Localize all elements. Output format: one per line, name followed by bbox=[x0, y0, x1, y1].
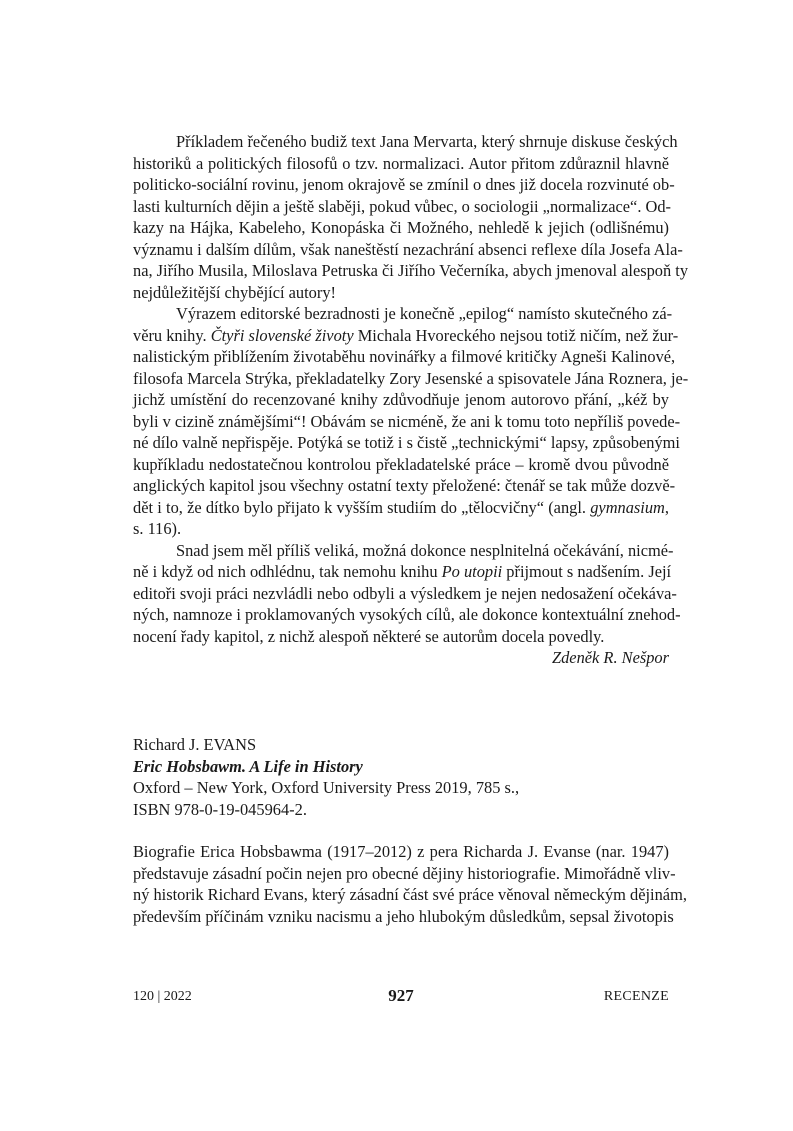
text-run: , bbox=[664, 497, 669, 517]
text-line: politicko-sociální rovinu, jenom okrajově se zmínil o dnes již docela rozvinuté ob- bbox=[133, 175, 675, 194]
text-line: především příčinám vzniku nacismu a jeho hlubokým důsledkům, sepsal životopis bbox=[133, 906, 674, 926]
text-line: jichž umístění do recenzované knihy zdůvodňuje jenom autorovo přání, „kéž by bbox=[133, 390, 669, 409]
book-author: Richard J. EVANS bbox=[133, 735, 257, 754]
book-publisher: Oxford – New York, Oxford University Press 2019, 785 s., bbox=[133, 778, 520, 797]
text-line: Snad jsem měl příliš veliká, možná dokonce nesplnitelná očekávání, nicmé- bbox=[176, 540, 674, 560]
book-title-italic: Po utopii bbox=[441, 562, 503, 581]
text-line: Biografie Erica Hobsbawma (1917–2012) z pera Richarda J. Evanse (nar. 1947) bbox=[133, 842, 669, 861]
text-line: nejdůležitější chybějící autory! bbox=[133, 282, 336, 302]
book-title-italic: Čtyři slovenské životy bbox=[210, 325, 354, 345]
text-line: lasti kulturních dějin a ještě slaběji, pokud vůbec, o sociologii „normalizace“. Od- bbox=[133, 196, 672, 216]
text-line: představuje zásadní počin nejen pro obecné dějiny historiografie. Mimořádně vliv- bbox=[133, 863, 676, 883]
text-run: přijmout s nadšením. Její bbox=[502, 562, 672, 581]
reviewer-signature: Zdeněk R. Nešpor bbox=[552, 648, 669, 667]
text-line: významu i dalším dílům, však naneštěstí nezachrání absenci reflexe díla Josefa Ala- bbox=[133, 239, 683, 259]
text-line: nocení řady kapitol, z nichž alespoň některé se autorům docela povedly. bbox=[133, 626, 605, 646]
book-isbn: ISBN 978-0-19-045964-2. bbox=[133, 799, 307, 819]
section-label: RECENZE bbox=[603, 989, 669, 1004]
text-run: věru knihy. bbox=[133, 325, 211, 345]
page-number: 927 bbox=[388, 986, 414, 1005]
text-line: kupříkladu nedostatečnou kontrolou překladatelské práce – kromě dvou původně bbox=[133, 454, 669, 474]
text-line: ný historik Richard Evans, který zásadní část své práce věnoval německým dějinám, bbox=[133, 885, 687, 904]
text-run: dět i to, že dítko bylo přijato k vyšším studiím do „tělocvičny“ (angl. bbox=[133, 497, 591, 517]
text-line bbox=[133, 325, 679, 347]
issue-label: 120 | 2022 bbox=[133, 989, 192, 1004]
text-line: historiků a politických filosofů o tzv. normalizaci. Autor přitom zdůraznil hlavně bbox=[133, 153, 669, 173]
text-line: anglických kapitol jsou všechny ostatní texty přeložené: čtenář se tak může dozvě- bbox=[133, 476, 676, 495]
text-line: filosofa Marcela Strýka, překladatelky Zory Jesenské a spisovatele Jána Roznera, je- bbox=[133, 368, 689, 388]
text-line: ných, namnoze i proklamovaných vysokých cílů, ale dokonce kontextuální znehod- bbox=[133, 605, 681, 624]
paragraph-epilog bbox=[133, 303, 689, 540]
text-line: né dílo valně nepřispěje. Potýká se totiž i s čistě „technickými“ lapsy, způsobenými bbox=[133, 433, 680, 452]
text-run: Michala Hvoreckého nejsou totiž ničím, než žur- bbox=[353, 325, 679, 345]
text-line: kazy na Hájka, Kabeleho, Konopáska či Možného, nehledě k jejich (odlišnému) bbox=[133, 218, 669, 237]
book-title: Eric Hobsbawm. A Life in History bbox=[133, 756, 363, 776]
text-line bbox=[133, 497, 669, 519]
paragraph-conclusion bbox=[133, 540, 681, 648]
review-body bbox=[133, 131, 689, 669]
page-footer bbox=[133, 986, 669, 1010]
text-line: Příkladem řečeného budiž text Jana Mervarta, který shrnuje diskuse českých bbox=[176, 132, 678, 151]
text-line: byli v cizině známějšími“! Obávám se nicméně, že ani k tomu toto nepříliš povede- bbox=[133, 411, 681, 431]
text-run: ně i když od nich odhlédnu, tak nemohu knihu bbox=[133, 562, 442, 581]
paragraph-mervart bbox=[133, 131, 689, 303]
text-line: na, Jiřího Musila, Miloslava Petruska či Jiřího Večerníka, abych jmenoval alespoň ty bbox=[133, 261, 689, 280]
text-line bbox=[133, 561, 672, 583]
next-review-body bbox=[133, 841, 687, 927]
text-line: s. 116). bbox=[133, 519, 182, 538]
text-line: Výrazem editorské bezradnosti je konečně „epilog“ namísto skutečného zá- bbox=[176, 304, 673, 323]
term-italic: gymnasium bbox=[590, 497, 665, 517]
text-line: editoři svoji práci nezvládli nebo odbyli a výsledkem je nejen nedosažení očekáva- bbox=[133, 583, 677, 603]
book-header bbox=[133, 734, 669, 820]
text-line: nalistickým přiblížením životaběhu novinářky a filmové kritičky Agneši Kalinové, bbox=[133, 347, 676, 366]
